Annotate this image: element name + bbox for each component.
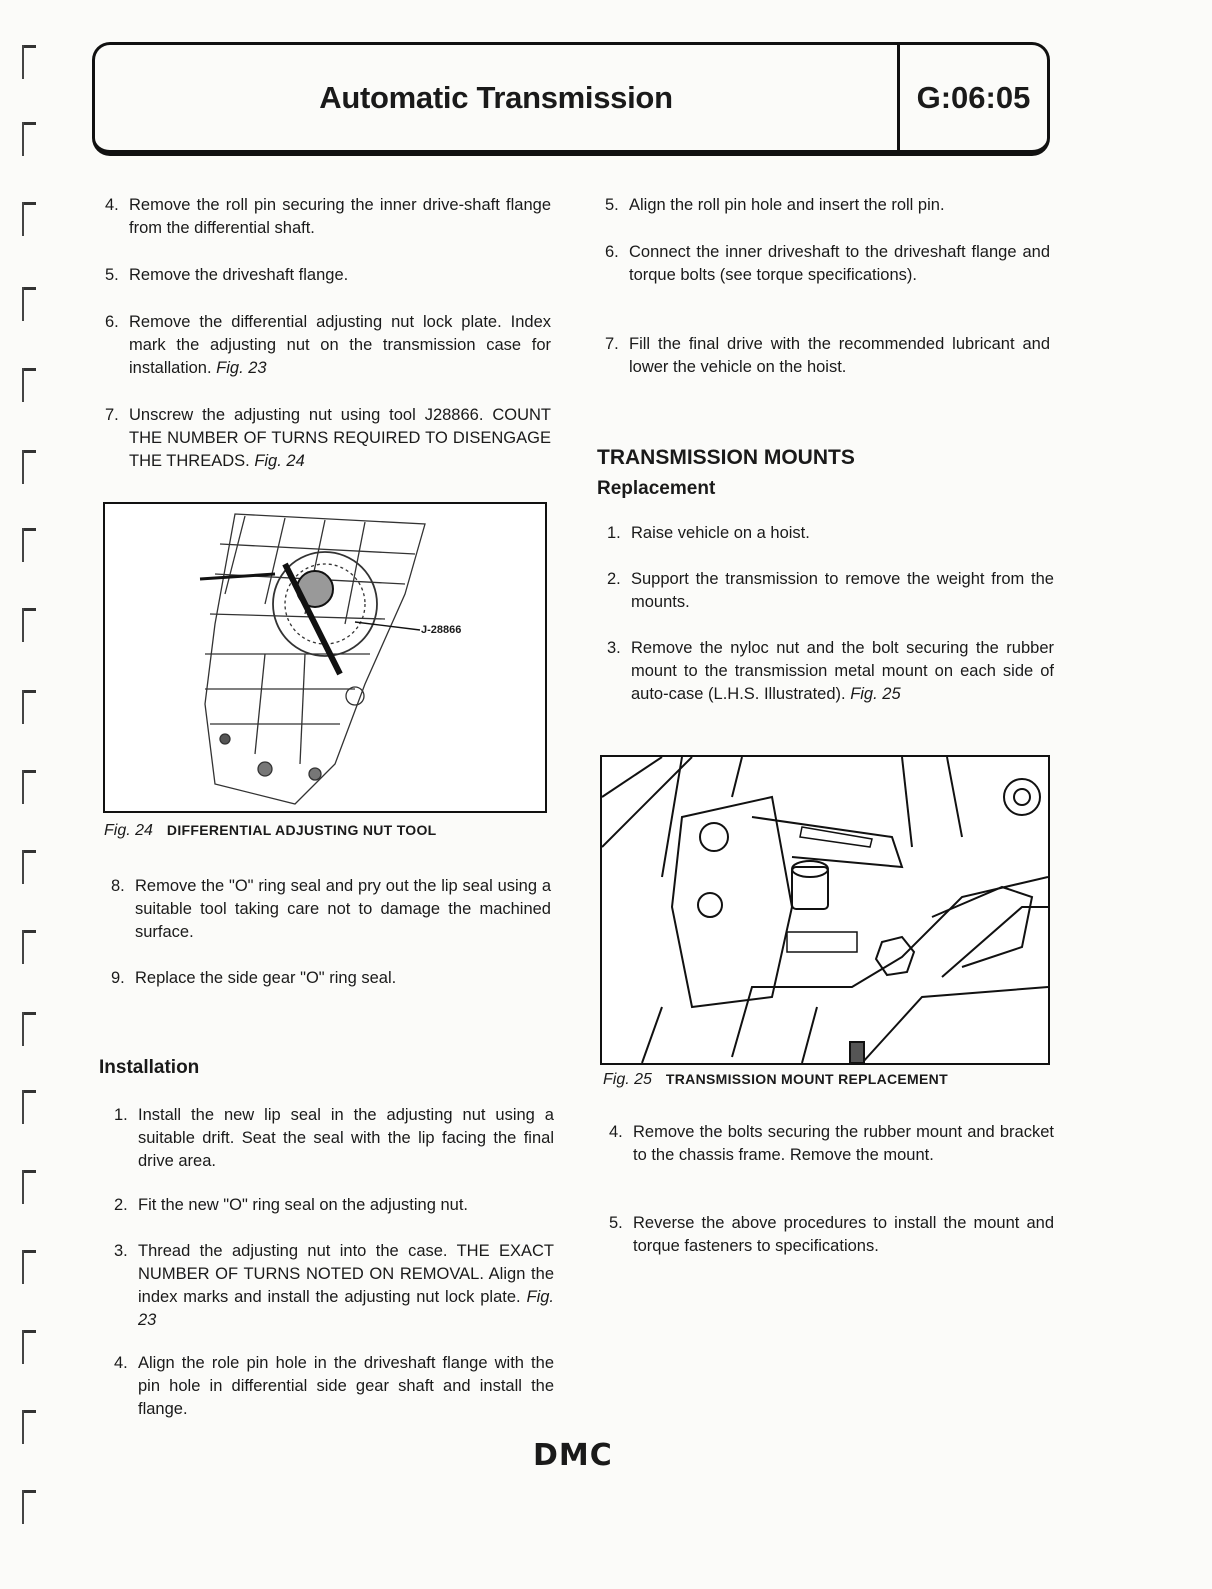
page-header [92, 42, 1050, 156]
binder-mark [22, 1410, 40, 1470]
replacement-step: 3. Remove the nyloc nut and the bolt securing the rubber mount to the transmission metal mount on each side of auto-case (L.H.S. Illustrated). Fig. 25 [607, 639, 1054, 703]
section-subheading: Replacement [597, 478, 716, 499]
figure-reference: Fig. 24 [254, 452, 305, 470]
binder-mark [22, 202, 40, 262]
removal-step: 4. Remove the roll pin securing the inner drive-shaft flange from the differential shaft. [105, 196, 551, 237]
dmc-logo: DMC [533, 1438, 613, 1473]
figure-reference: Fig. 23 [138, 1288, 554, 1329]
installation-step: 1. Install the new lip seal in the adjusting nut using a suitable drift. Seat the seal with the lip facing the final drive area. [114, 1106, 554, 1170]
removal-step: 6. Remove the differential adjusting nut lock plate. Index mark the adjusting nut on the transmission case for installation. Fig. 23 [105, 313, 551, 377]
fig24-caption: Fig. 24 DIFFERENTIAL ADJUSTING NUT TOOL [104, 822, 437, 839]
section-code: G:06:05 [916, 79, 1031, 115]
removal-step: 7. Unscrew the adjusting nut using tool J28866. COUNT THE NUMBER OF TURNS REQUIRED TO DISENGAGE THE THREADS. Fig. 24 [105, 406, 551, 470]
fig25-illustration [600, 755, 1050, 1065]
binder-mark [22, 528, 40, 588]
page-title: Automatic Transmission [319, 79, 673, 115]
binder-mark [22, 450, 40, 510]
installation-step: 7. Fill the final drive with the recommended lubricant and lower the vehicle on the hoist. [605, 335, 1050, 376]
replacement-step: 5. Reverse the above procedures to install the mount and torque fasteners to specifications. [609, 1214, 1054, 1255]
replacement-step: 2. Support the transmission to remove the weight from the mounts. [607, 570, 1054, 611]
installation-step: 6. Connect the inner driveshaft to the driveshaft flange and torque bolts (see torque specifications). [605, 243, 1050, 284]
binder-mark [22, 1090, 40, 1150]
installation-step: 5. Align the roll pin hole and insert the roll pin. [605, 196, 945, 214]
binder-mark [22, 368, 40, 428]
transmission-mount-drawing [602, 757, 1048, 1063]
installation-step: 3. Thread the adjusting nut into the case. THE EXACT NUMBER OF TURNS NOTED ON REMOVAL. Align the index marks and install the adjusting nut lock plate. Fig. 23 [114, 1242, 554, 1329]
installation-heading: Installation [99, 1057, 200, 1078]
section-heading: TRANSMISSION MOUNTS [597, 446, 855, 469]
binder-mark [22, 690, 40, 750]
installation-step: 4. Align the role pin hole in the driveshaft flange with the pin hole in differential side gear shaft and install the flange. [114, 1354, 554, 1418]
binder-mark [22, 850, 40, 910]
removal-step: 5. Remove the driveshaft flange. [105, 266, 349, 284]
binder-mark [22, 930, 40, 990]
binder-mark [22, 1490, 40, 1550]
replacement-step: 4. Remove the bolts securing the rubber mount and bracket to the chassis frame. Remove the mount. [609, 1123, 1054, 1164]
binder-mark [22, 1012, 40, 1072]
removal-step: 9. Replace the side gear "O" ring seal. [111, 969, 397, 987]
replacement-step: 1. Raise vehicle on a hoist. [607, 524, 810, 542]
installation-step: 2. Fit the new "O" ring seal on the adjusting nut. [114, 1196, 468, 1214]
tool-callout-label: J-28866 [421, 624, 462, 636]
fig25-caption: Fig. 25 TRANSMISSION MOUNT REPLACEMENT [603, 1071, 948, 1088]
binder-mark [22, 287, 40, 347]
figure-reference: Fig. 23 [216, 359, 267, 377]
binder-mark [22, 45, 40, 105]
removal-step: 8. Remove the "O" ring seal and pry out the lip seal using a suitable tool taking care not to damage the machined surface. [111, 877, 551, 941]
fig24-illustration [103, 502, 547, 813]
binder-mark [22, 122, 40, 182]
adjusting-nut-tool-drawing [105, 504, 545, 811]
binder-mark [22, 1250, 40, 1310]
binder-mark [22, 608, 40, 668]
binder-mark [22, 1170, 40, 1230]
binder-mark [22, 770, 40, 830]
figure-reference: Fig. 25 [850, 685, 901, 703]
binder-mark [22, 1330, 40, 1390]
